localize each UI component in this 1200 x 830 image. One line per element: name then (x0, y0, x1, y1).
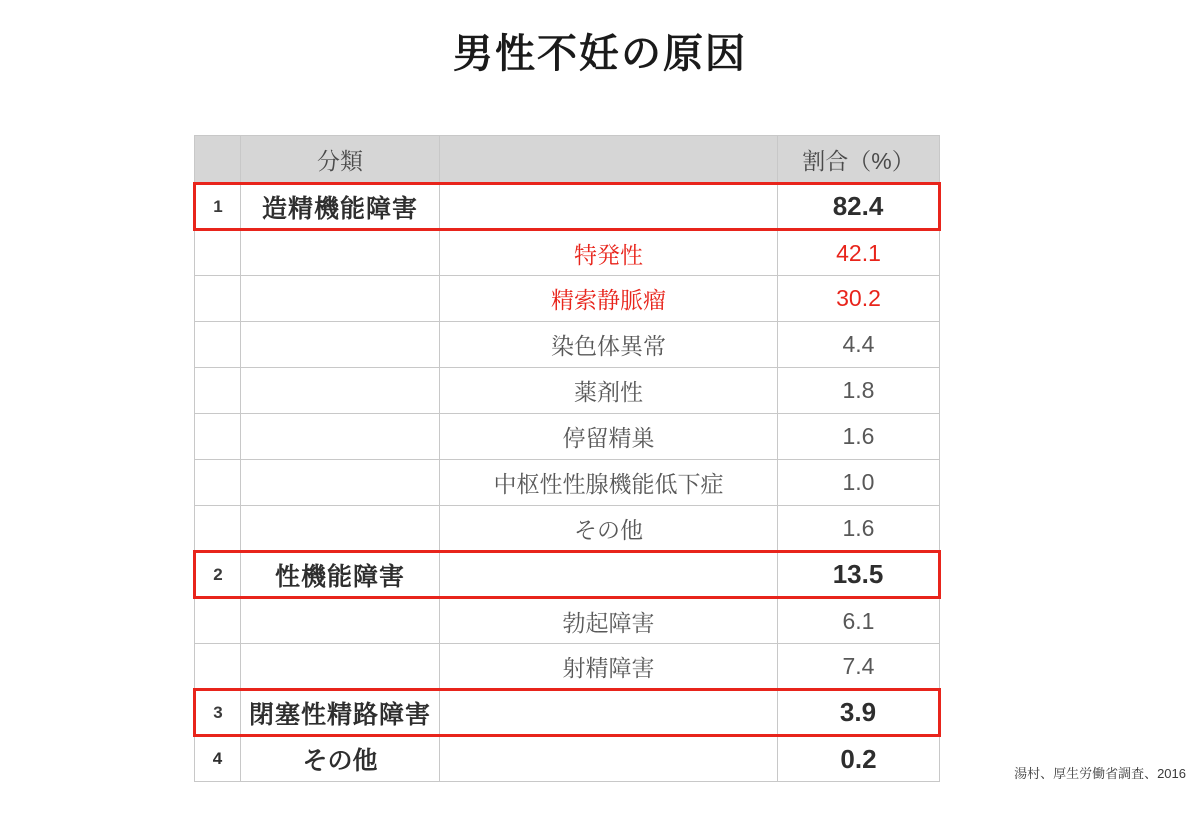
row-number: 2 (195, 552, 241, 598)
row-number (195, 230, 241, 276)
row-subcategory: 停留精巣 (440, 414, 778, 460)
row-category (241, 644, 440, 690)
table-row (195, 690, 940, 736)
row-category (241, 598, 440, 644)
table-row (195, 552, 940, 598)
row-subcategory: 勃起障害 (440, 598, 778, 644)
row-number (195, 506, 241, 552)
row-subcategory (440, 552, 778, 598)
row-subcategory (440, 736, 778, 782)
row-category: 性機能障害 (241, 552, 440, 598)
row-value: 6.1 (778, 598, 940, 644)
row-number (195, 460, 241, 506)
row-number (195, 368, 241, 414)
table-row (195, 322, 940, 368)
table-body (195, 136, 940, 782)
row-value: 1.6 (778, 506, 940, 552)
table-row (195, 644, 940, 690)
table-row (195, 184, 940, 230)
table-row (195, 506, 940, 552)
row-value: 0.2 (778, 736, 940, 782)
row-value: 30.2 (778, 276, 940, 322)
header-subcategory-cell (440, 136, 778, 184)
row-value: 13.5 (778, 552, 940, 598)
table-header-row (195, 136, 940, 184)
row-subcategory: 薬剤性 (440, 368, 778, 414)
row-category (241, 414, 440, 460)
slide (0, 30, 1200, 830)
row-category (241, 506, 440, 552)
row-value: 4.4 (778, 322, 940, 368)
row-subcategory (440, 184, 778, 230)
row-category: その他 (241, 736, 440, 782)
row-subcategory: 中枢性性腺機能低下症 (440, 460, 778, 506)
row-category (241, 460, 440, 506)
row-value: 1.0 (778, 460, 940, 506)
table-row (195, 276, 940, 322)
row-subcategory: 射精障害 (440, 644, 778, 690)
header-value-cell: 割合（%） (778, 136, 940, 184)
row-value: 7.4 (778, 644, 940, 690)
row-number (195, 598, 241, 644)
table-row (195, 414, 940, 460)
row-category (241, 230, 440, 276)
row-subcategory: 特発性 (440, 230, 778, 276)
table-row (195, 460, 940, 506)
row-subcategory: 精索静脈瘤 (440, 276, 778, 322)
row-value: 82.4 (778, 184, 940, 230)
row-number (195, 322, 241, 368)
row-subcategory: 染色体異常 (440, 322, 778, 368)
male-infertility-causes-table (193, 135, 941, 782)
table-row (195, 598, 940, 644)
row-category (241, 322, 440, 368)
page-title: 男性不妊の原因 (453, 32, 747, 76)
row-subcategory (440, 690, 778, 736)
row-value: 3.9 (778, 690, 940, 736)
row-value: 1.6 (778, 414, 940, 460)
row-number (195, 644, 241, 690)
row-value: 1.8 (778, 368, 940, 414)
row-subcategory: その他 (440, 506, 778, 552)
row-category (241, 368, 440, 414)
row-number: 3 (195, 690, 241, 736)
row-category (241, 276, 440, 322)
row-number: 1 (195, 184, 241, 230)
source-credit: 湯村、厚生労働省調査、2016 (1014, 766, 1186, 781)
table-row (195, 736, 940, 782)
header-number-cell (195, 136, 241, 184)
row-category: 閉塞性精路障害 (241, 690, 440, 736)
row-category: 造精機能障害 (241, 184, 440, 230)
table-row (195, 230, 940, 276)
row-number (195, 276, 241, 322)
row-value: 42.1 (778, 230, 940, 276)
row-number: 4 (195, 736, 241, 782)
header-category-cell: 分類 (241, 136, 440, 184)
row-number (195, 414, 241, 460)
cause-table-container (193, 135, 938, 782)
table-row (195, 368, 940, 414)
